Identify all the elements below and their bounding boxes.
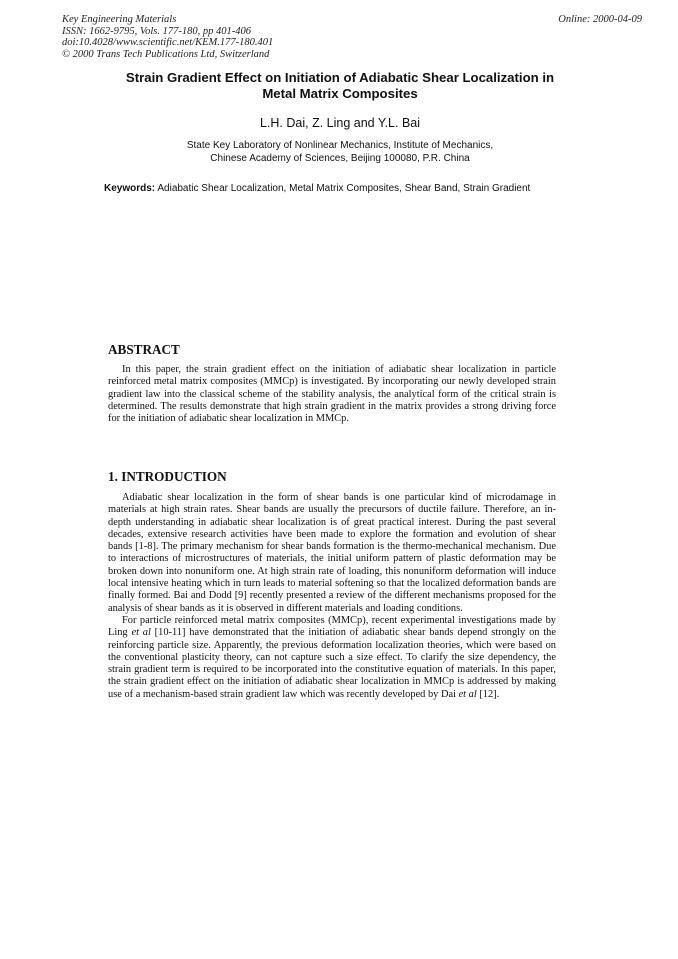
para2-et-al: et al bbox=[131, 627, 151, 639]
keywords bbox=[104, 183, 574, 194]
affiliation bbox=[70, 140, 610, 165]
keywords-list: Adiabatic Shear Localization, Metal Matrix Composites, Shear Band, Strain Gradient bbox=[157, 183, 531, 194]
publication-metadata bbox=[62, 14, 273, 60]
journal-name: Key Engineering Materials bbox=[62, 14, 177, 25]
affiliation-line-1: State Key Laboratory of Nonlinear Mechanics, Institute of Mechanics, bbox=[186, 140, 494, 151]
online-date: Online: 2000-04-09 bbox=[558, 14, 642, 25]
abstract-heading: ABSTRACT bbox=[108, 342, 180, 357]
introduction-heading: 1. INTRODUCTION bbox=[108, 469, 227, 484]
para2-et-al-2: et al bbox=[458, 688, 477, 700]
paper-title bbox=[70, 70, 610, 102]
introduction-body bbox=[108, 492, 556, 701]
keywords-label: Keywords: bbox=[104, 183, 156, 194]
abstract-body bbox=[108, 364, 556, 425]
introduction-paragraph-2 bbox=[108, 615, 556, 701]
affiliation-line-2: Chinese Academy of Sciences, Beijing 100080, P.R. China bbox=[210, 152, 470, 164]
para2-part-b: [10-11] have demonstrated that the initiation of adiabatic shear bands depend strongly on the reinforcing particle size. Apparently, the previous deformation localization theories, which were based on the conventional plasticity theory, can not capture such a size effect. To clarify the size dependency, the strain gradient term is required to be incorporated into the constitutive equation of materials. In this paper, the strain gradient effect on the initiation of adiabatic shear localization in MMCp is addressed by making use of a mechanism-based strain gradient law which was recently developed by Dai bbox=[108, 627, 556, 700]
author-list: L.H. Dai, Z. Ling and Y.L. Bai bbox=[259, 116, 421, 130]
abstract-text: In this paper, the strain gradient effect on the initiation of adiabatic shear localization in particle reinforced metal matrix composites (MMCp) is investigated. By incorporating our newly developed strain gradient law into the classical scheme of the stability analysis, the analytical form of the critical strain is determined. The results demonstrate that high strain gradient in the matrix provides a strong driving force for the initiation of adiabatic shear localization in MMCp. bbox=[108, 364, 556, 425]
issn-line: ISSN: 1662-9795, Vols. 177-180, pp 401-406 bbox=[62, 25, 251, 37]
introduction-paragraph-1: Adiabatic shear localization in the form of shear bands is one particular kind of microdamage in materials at high strain rates. Shear bands are usually the precursors of ductile failure. Therefore, an in-depth understanding in adiabatic shear localization is of great practical interest. During the past several decades, extensive research activities have been made to explore the formation and evolution of shear bands [1-8]. The primary mechanism for shear bands formation is the thermo-mechanical mechanism. Due to interactions of microstructures of materials, the initial uniform pattern of plastic deformation may be broken down into nonuniform one. At high strain rate of loading, this nonuniform deformation will induce local intensive heating which in turn leads to material softening so that the localized deformation bands are finally formed. Bai and Dodd [9] recently presented a review of the different mechanisms proposed for the analysis of shear bands as it is observed in different materials and loading conditions. bbox=[108, 492, 556, 614]
copyright-line: © 2000 Trans Tech Publications Ltd, Switzerland bbox=[62, 48, 270, 60]
title-line-2: Metal Matrix Composites bbox=[262, 86, 418, 101]
para2-part-a: For particle reinforced metal matrix composites (MMCp), recent experimental investigations made by Ling bbox=[108, 614, 556, 639]
para2-part-c: [12]. bbox=[476, 688, 500, 700]
doi-line: doi:10.4028/www.scientific.net/KEM.177-180.401 bbox=[62, 37, 274, 48]
title-line-1: Strain Gradient Effect on Initiation of Adiabatic Shear Localization in bbox=[125, 70, 555, 85]
